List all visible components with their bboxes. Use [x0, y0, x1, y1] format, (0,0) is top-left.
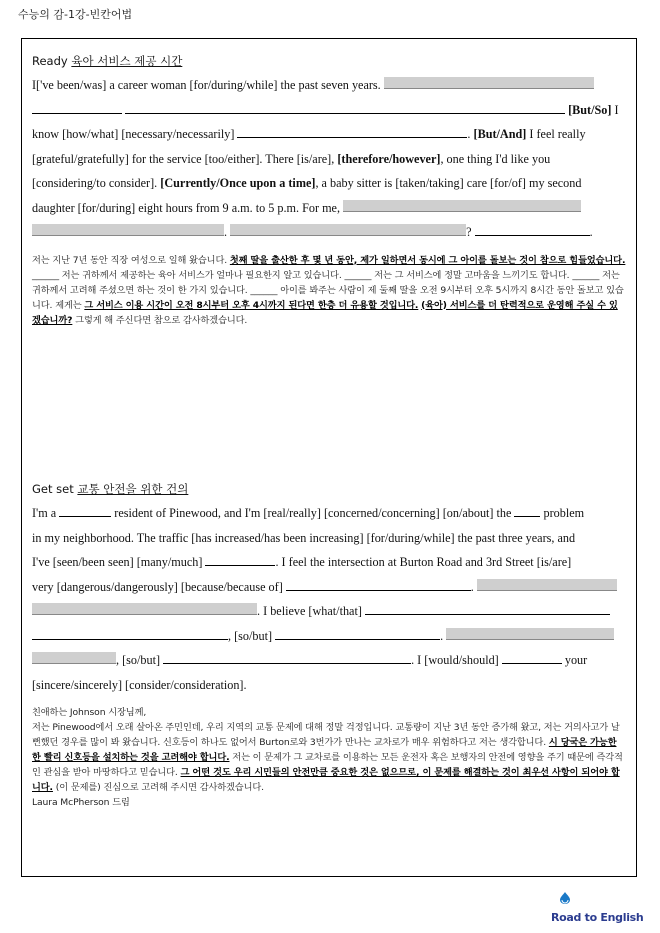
key-sentence: 첫째 딸을 출산한 후 몇 년 동안, 제가 일하면서 동시에 그 아이를 돌보는 것이 참으로 힘들었습니다. [229, 254, 626, 266]
sentence: in my neighborhood. The traffic [has increased/has been increasing] [for/during/while] the past three years, and [32, 530, 576, 545]
answer-blank[interactable] [163, 652, 411, 664]
answer-blank[interactable] [32, 628, 228, 640]
choice: [Currently/Once upon a time] [160, 176, 316, 190]
answer-blank[interactable] [205, 554, 275, 566]
choice: [But/So] [568, 102, 612, 117]
korean-text: ______ 저는 귀하께서 제공하는 육아 서비스가 얼마나 필요한지 알고 있습니다. ______ 저는 그 서비스에 정말 고마움을 느끼기도 합니다. ______ 저는 귀하께서 고려해 주셨으면 하는 것이 한 가지 있습니다. ______ 아이를 봐주는 사람이 제 둘째 딸을 오전 9시부터 오후 5시까지 8시간 동안 돌보고 있습니다. 제게는 [32, 269, 624, 311]
section-ready [32, 53, 626, 328]
answer-blank[interactable] [32, 102, 122, 114]
korean-text: 친애하는 Johnson 시장님께, [32, 707, 147, 718]
sentence: . I [would/should] [411, 653, 499, 667]
section-title [32, 53, 626, 69]
sentence: know [how/what] [necessary/necessarily] [32, 127, 235, 141]
answer-blank[interactable] [365, 603, 610, 615]
key-sentence: 그 어떤 것도 우리 시민들의 안전만큼 중요한 것은 없으므로, 이 문제를 해결하는 것이 최우선 사항이 되어야 합니다. [32, 767, 620, 793]
worksheet-frame [21, 38, 637, 877]
answer-blank[interactable] [32, 603, 257, 615]
word: your [564, 653, 588, 667]
korean-text: 그렇게 해 주신다면 참으로 감사하겠습니다. [72, 314, 248, 326]
passage-english: I'm a resident of Pinewood, and I'm [real/really] [concerned/concerning] [on/about] the problem in my neighborhood. The traffic [has increased/has been increasing] [for/during/while] the past three years, and I've [seen/been seen] [many/much] . I feel the intersection at Burton Road and 3rd Street [is/are] very [dangerous/dangerously] [because/because of] . . I believe [what/that] , [so/but] . , [so/but] . I [would/should] your [sincere/sincerely] [consider/consideration]. [32, 501, 626, 697]
choice: , [so/but] [116, 653, 161, 667]
choice: [But/And] [473, 127, 527, 141]
section-get-set [32, 481, 626, 810]
sentence: [grateful/gratefully] for the service [too/either]. There [is/are], [32, 151, 335, 166]
answer-blank[interactable] [446, 628, 614, 640]
section-title [32, 481, 626, 497]
passage-english: I['ve been/was] a career woman [for/during/while] the past seven years. [But/So] I know [how/what] [necessary/necessarily] . [But/And] I feel really [grateful/gratefully] for the service [too/either]. There [is/are], [therefore/however], one thing I'd like you [considering/to consider]. [Currently/Once upon a time], a baby sitter is [taken/taking] care [for/of] my second daughter [for/during] eight hours from 9 a.m. to 5 p.m. For me, . ? . [32, 78, 619, 239]
section-label: Ready [32, 54, 68, 68]
answer-blank[interactable] [477, 579, 617, 591]
passage-korean [32, 253, 626, 328]
korean-text: 저는 지난 7년 동안 직장 여성으로 일해 왔습니다. [32, 254, 230, 266]
answer-blank[interactable] [125, 102, 565, 114]
water-drop-icon [559, 892, 571, 904]
section-label: Get set [32, 482, 74, 496]
brand-logo [551, 892, 644, 924]
choice: , [so/but] [228, 628, 273, 643]
answer-blank[interactable] [514, 505, 540, 517]
choice: [therefore/however] [337, 151, 441, 166]
answer-blank[interactable] [230, 224, 466, 236]
section-topic: 육아 서비스 제공 시간 [71, 54, 183, 68]
answer-blank[interactable] [502, 652, 562, 664]
korean-text: 저는 Pinewood에서 오래 살아온 주민인데, 우리 지역의 교통 문제에 대해 정말 걱정입니다. 교통량이 지난 3년 동안 증가해 왔고, 저는 거의사고가 날 뻔했던 경우를 많이 봐 왔습니다. 신호등이 하나도 없어서 Burton로와 3번가가 만나는 교차로가 매우 위험하다고 저는 생각합니다. [32, 722, 620, 748]
answer-blank[interactable] [32, 224, 224, 236]
sentence: . I feel the intersection at Burton Road and 3rd Street [is/are] [275, 555, 572, 569]
punct: . [589, 225, 593, 239]
korean-text: (이 문제를) 진심으로 고려해 주시면 감사하겠습니다. [52, 782, 264, 793]
logo-text: Road to English [551, 911, 644, 924]
section-topic: 교통 안전을 위한 건의 [77, 482, 189, 496]
answer-blank[interactable] [286, 579, 471, 591]
sentence: , a baby sitter is [taken/taking] care [for/of] my second [315, 176, 582, 190]
answer-blank[interactable] [475, 224, 590, 236]
key-sentence: 시 당국은 가능한 한 빨리 신호등을 설치하는 것을 고려해야 합니다. [32, 737, 617, 763]
punct: ? [466, 225, 472, 239]
sentence: resident of Pinewood, and I'm [real/really] [concerned/concerning] [on/about] the [114, 506, 512, 520]
sentence: I['ve been/was] a career woman [for/during/while] the past seven years. [32, 78, 381, 92]
word: problem [543, 506, 585, 520]
answer-blank[interactable] [32, 652, 116, 664]
sentence: very [dangerous/dangerously] [because/because of] [32, 579, 283, 594]
korean-text: Laura McPherson 드림 [32, 797, 130, 808]
punct: . [470, 579, 474, 594]
passage-korean [32, 705, 626, 810]
word: I [614, 102, 619, 117]
sentence: . I believe [what/that] [257, 604, 362, 618]
sentence: daughter [for/during] eight hours from 9 a.m. to 5 p.m. For me, [32, 200, 341, 215]
answer-blank[interactable] [237, 126, 467, 138]
answer-blank[interactable] [59, 505, 111, 517]
sentence: I feel really [529, 127, 586, 141]
answer-blank[interactable] [343, 200, 581, 212]
korean-text: 저는 이 문제가 그 교차로를 이용하는 모든 운전자 혹은 보행자의 안전에 영향을 주기 때문에 즉각적인 관심을 받아 마땅하다고 믿습니다. [32, 752, 623, 778]
answer-blank[interactable] [384, 77, 594, 89]
sentence: I've [seen/been seen] [many/much] [32, 555, 203, 569]
page-header: 수능의 감-1강-빈칸어법 [18, 8, 133, 21]
sentence: , one thing I'd like you [440, 151, 551, 166]
sentence: [considering/to consider]. [32, 176, 158, 190]
sentence: [sincere/sincerely] [consider/consideration]. [32, 677, 247, 692]
key-sentence: 그 서비스 이용 시간이 오전 8시부터 오후 4시까지 된다면 한층 더 유용할 것입니다. [84, 299, 419, 311]
key-sentence: (육아) 서비스를 더 탄력적으로 운영해 주실 수 있겠습니까? [32, 299, 618, 326]
answer-blank[interactable] [275, 628, 440, 640]
sentence: I'm a [32, 506, 57, 520]
